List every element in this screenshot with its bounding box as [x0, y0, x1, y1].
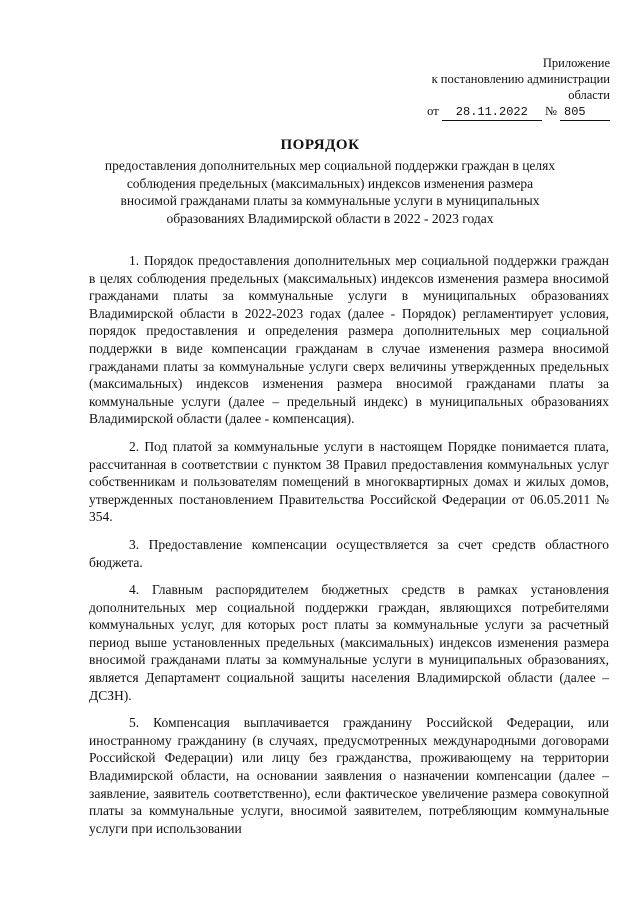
- number-label: №: [544, 104, 557, 118]
- decree-number: 805: [560, 105, 610, 121]
- document-title: ПОРЯДОК: [280, 137, 360, 153]
- paragraph-5: 5. Компенсация выплачивается гражданину Российской Федерации, или иностранному гражданину (в случаях, предусмотренных международными договорами Российской Федерации) или лицу без гражданства, проживающему на территории Владимирской области, на основании заявления о назначении компенсации (далее – заявление, заявитель соответственно), если фактическое увеличение размера совокупной платы за коммунальные услуги, вносимой заявителем, потребляющим коммунальные услуги при использовании: [89, 715, 609, 836]
- paragraph-1: 1. Порядок предоставления дополнительных мер социальной поддержки граждан в целях соблюдения предельных (максимальных) индексов изменения размера вносимой гражданами платы за коммунальные услуги в муниципальных образованиях Владимирской области в 2022-2023 годах (далее - Порядок) регламентирует условия, порядок предоставления и определения размера дополнительных мер социальной поддержки в виде компенсации гражданам в случае изменения размера вносимой гражданами платы за коммунальные услуги сверх величины утвержденных предельных (максимальных) индексов изменения размера вносимой гражданами платы за коммунальные услуги (далее – предельный индекс) в муниципальных образованиях Владимирской области (далее - компенсация).: [89, 253, 609, 427]
- appendix-line-2: к постановлению администрации: [431, 72, 610, 86]
- decree-date: 28.11.2022: [442, 105, 542, 121]
- appendix-header: [370, 55, 610, 121]
- paragraph-3: 3. Предоставление компенсации осуществляется за счет средств областного бюджета.: [89, 536, 609, 570]
- appendix-line-3: области: [568, 88, 610, 102]
- document-subtitle: предоставления дополнительных мер социальной поддержки граждан в целях соблюдения предельных (максимальных) индексов изменения размера вносимой гражданами платы за коммунальные услуги в муниципальных образованиях Владимирской области в 2022 - 2023 годах: [104, 158, 556, 226]
- appendix-line-1: Приложение: [542, 56, 610, 70]
- document-body: [89, 252, 609, 847]
- paragraph-2: 2. Под платой за коммунальные услуги в настоящем Порядке понимается плата, рассчитанная в соответствии с пунктом 38 Правил предоставления коммунальных услуг собственникам и пользователям помещений в многоквартирных домах и жилых домов, утвержденных постановлением Правительства Российской Федерации от 06.05.2011 № 354.: [89, 438, 609, 525]
- decree-reference: [370, 103, 610, 121]
- paragraph-4: 4. Главным распорядителем бюджетных средств в рамках установления дополнительных мер социальной поддержки граждан, являющихся потребителями коммунальных услуг, для которых рост платы за коммунальные услуги за расчетный период выше установленных предельных (максимальных) индексов изменения размера вносимой гражданами платы за коммунальные услуги в муниципальных образованиях, является Департамент социальной защиты населения Владимирской области (далее – ДСЗН).: [89, 582, 609, 703]
- from-label: от: [427, 104, 439, 118]
